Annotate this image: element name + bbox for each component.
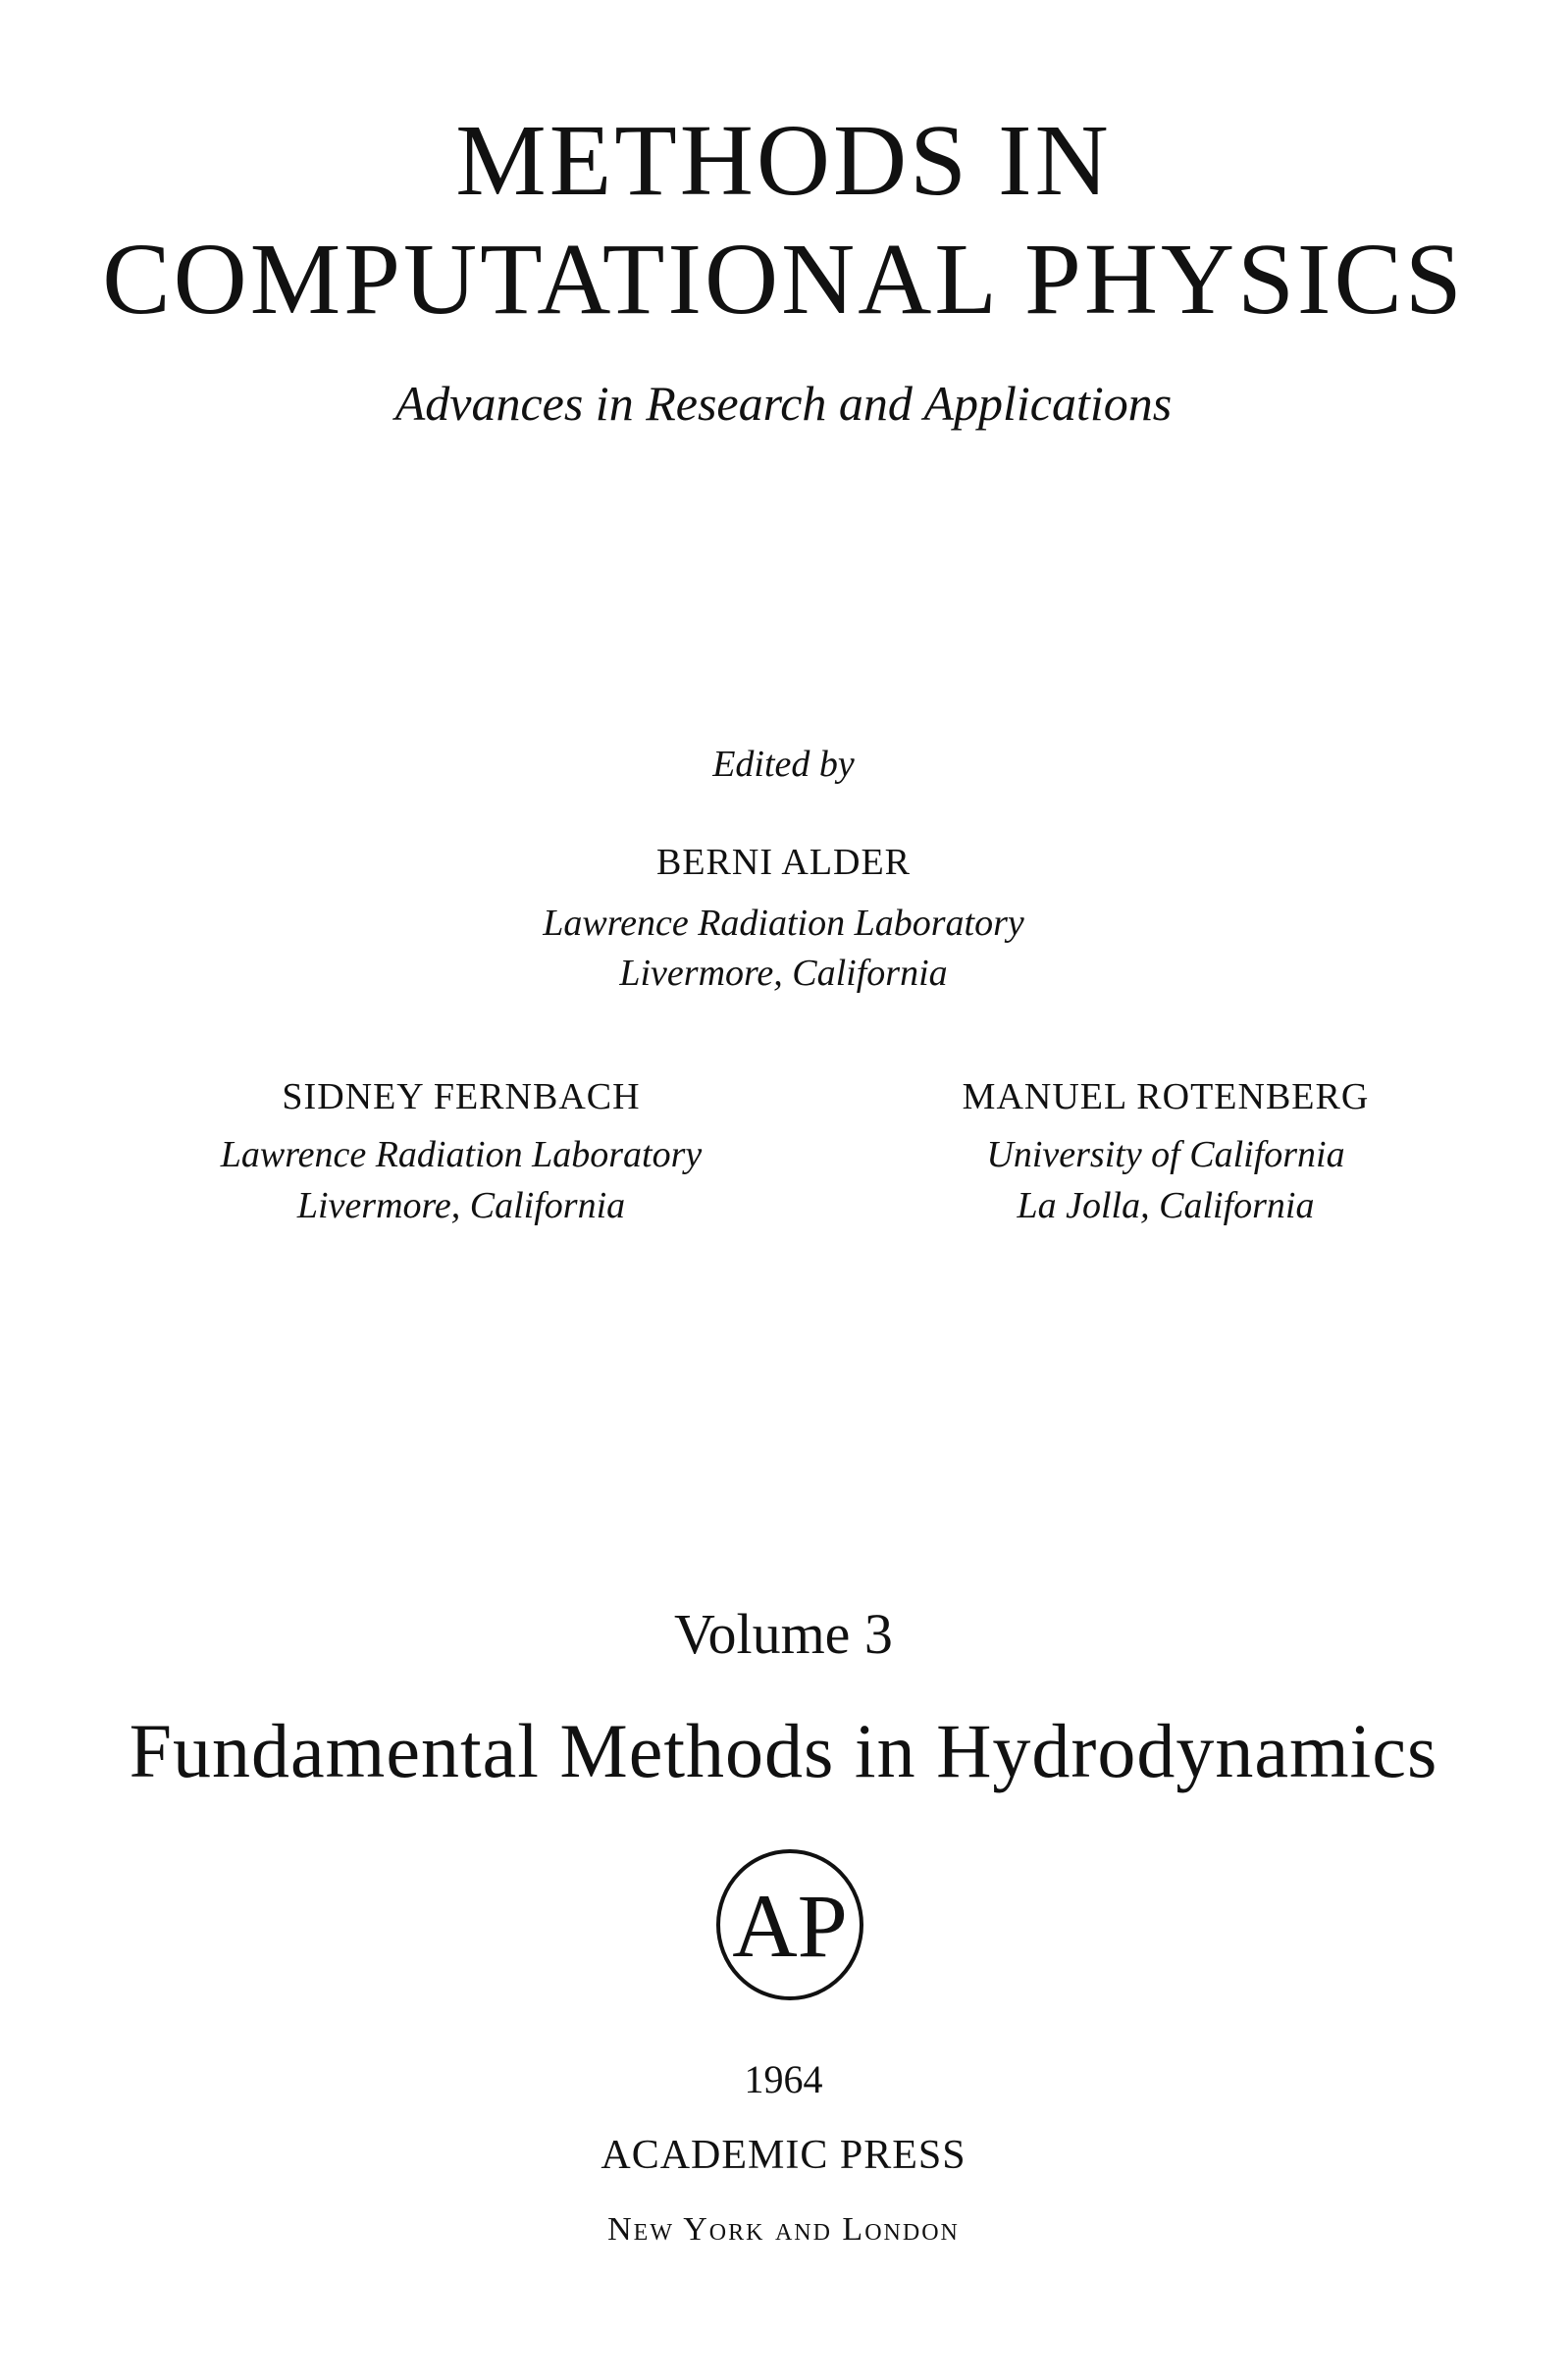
- editor-right-name: MANUEL ROTENBERG: [962, 1076, 1370, 1117]
- editor-left-location: Livermore, California: [296, 1185, 626, 1226]
- academic-press-logo-icon: [711, 1846, 868, 2003]
- subtitle: Advances in Research and Applications: [394, 376, 1173, 431]
- editor-right-location: La Jolla, California: [1017, 1185, 1315, 1226]
- editor-lead-affiliation: Lawrence Radiation Laboratory: [543, 903, 1024, 944]
- publication-year: 1964: [744, 2057, 823, 2101]
- logo-monogram-text: AP: [732, 1876, 848, 1976]
- editor-right-affiliation: University of California: [986, 1134, 1345, 1175]
- editor-lead-name: BERNI ALDER: [655, 842, 912, 883]
- volume-title: Fundamental Methods in Hydrodynamics: [129, 1708, 1438, 1793]
- edited-by-label: Edited by: [712, 744, 855, 785]
- volume-label: Volume 3: [674, 1602, 893, 1666]
- editor-left-name: SIDNEY FERNBACH: [282, 1076, 641, 1117]
- editor-left-affiliation: Lawrence Radiation Laboratory: [220, 1134, 703, 1175]
- title-line-2: COMPUTATIONAL PHYSICS: [102, 223, 1465, 336]
- publisher-name: ACADEMIC PRESS: [601, 2133, 966, 2178]
- editor-lead-location: Livermore, California: [619, 953, 948, 994]
- title-line-1: METHODS IN: [455, 104, 1112, 217]
- publisher-cities: New York and London: [607, 2211, 960, 2248]
